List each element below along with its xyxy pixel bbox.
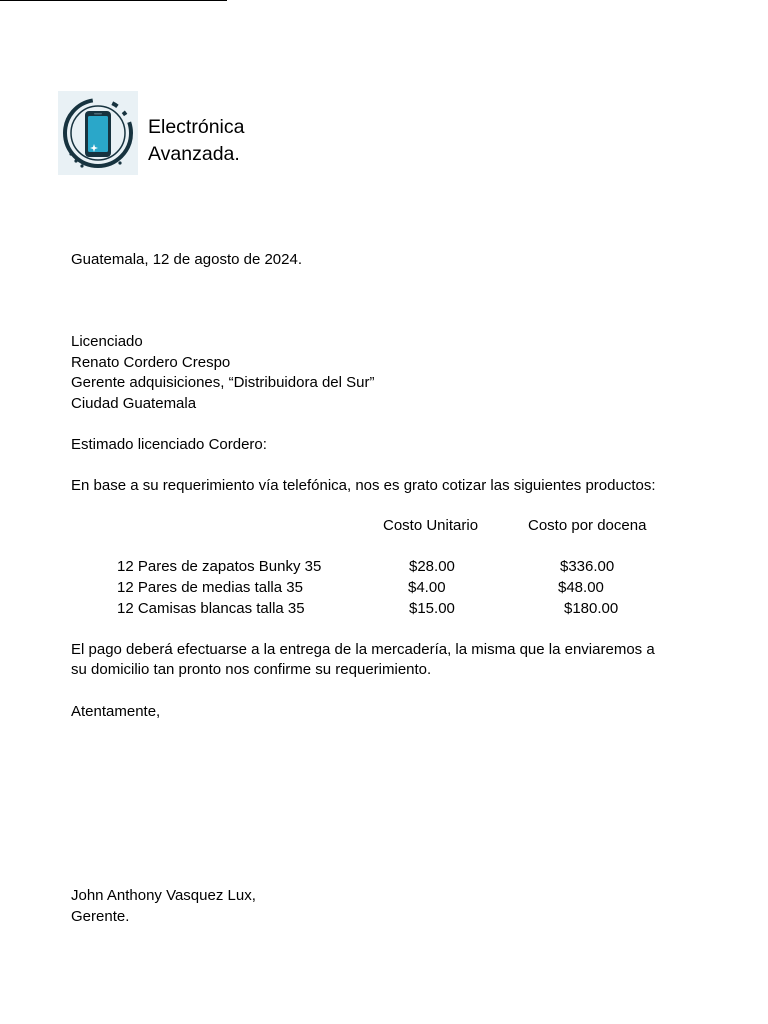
company-logo	[58, 91, 138, 175]
greeting: Estimado licenciado Cordero:	[71, 436, 267, 453]
dozen-cost: $180.00	[564, 600, 619, 617]
header-dozen-cost: Costo por docena	[528, 517, 647, 534]
header-unit-cost: Costo Unitario	[383, 517, 479, 534]
closing: Atentamente,	[71, 703, 161, 720]
recipient-name: Renato Cordero Crespo	[71, 354, 231, 371]
unit-cost: $15.00	[409, 600, 455, 617]
unit-cost: $4.00	[408, 579, 446, 596]
recipient-title: Licenciado	[71, 333, 143, 350]
intro-paragraph: En base a su requerimiento vía telefónica, nos es grato cotizar las siguientes productos:	[71, 477, 656, 494]
company-name	[148, 114, 244, 168]
unit-cost: $28.00	[409, 558, 455, 575]
signature-line	[0, 0, 227, 1]
recipient-city: Ciudad Guatemala	[71, 395, 197, 412]
dozen-cost: $48.00	[558, 579, 604, 596]
company-name-line1: Electrónica	[148, 116, 245, 138]
signer-name: John Anthony Vasquez Lux,	[71, 887, 256, 904]
company-name-line2: Avanzada.	[148, 143, 240, 165]
date-line: Guatemala, 12 de agosto de 2024.	[71, 251, 303, 268]
item-name: 12 Camisas blancas talla 35	[117, 600, 305, 617]
item-name: 12 Pares de medias talla 35	[117, 579, 303, 596]
signer-role: Gerente.	[71, 908, 130, 925]
dozen-cost: $336.00	[560, 558, 615, 575]
payment-paragraph-line1: El pago deberá efectuarse a la entrega de la mercadería, la misma que la enviaremos a	[71, 641, 655, 658]
recipient-position: Gerente adquisiciones, “Distribuidora del Sur”	[71, 374, 375, 391]
phone-logo-icon	[58, 91, 138, 175]
payment-paragraph-line2: su domicilio tan pronto nos confirme su requerimiento.	[71, 661, 432, 678]
item-name: 12 Pares de zapatos Bunky 35	[117, 558, 322, 575]
